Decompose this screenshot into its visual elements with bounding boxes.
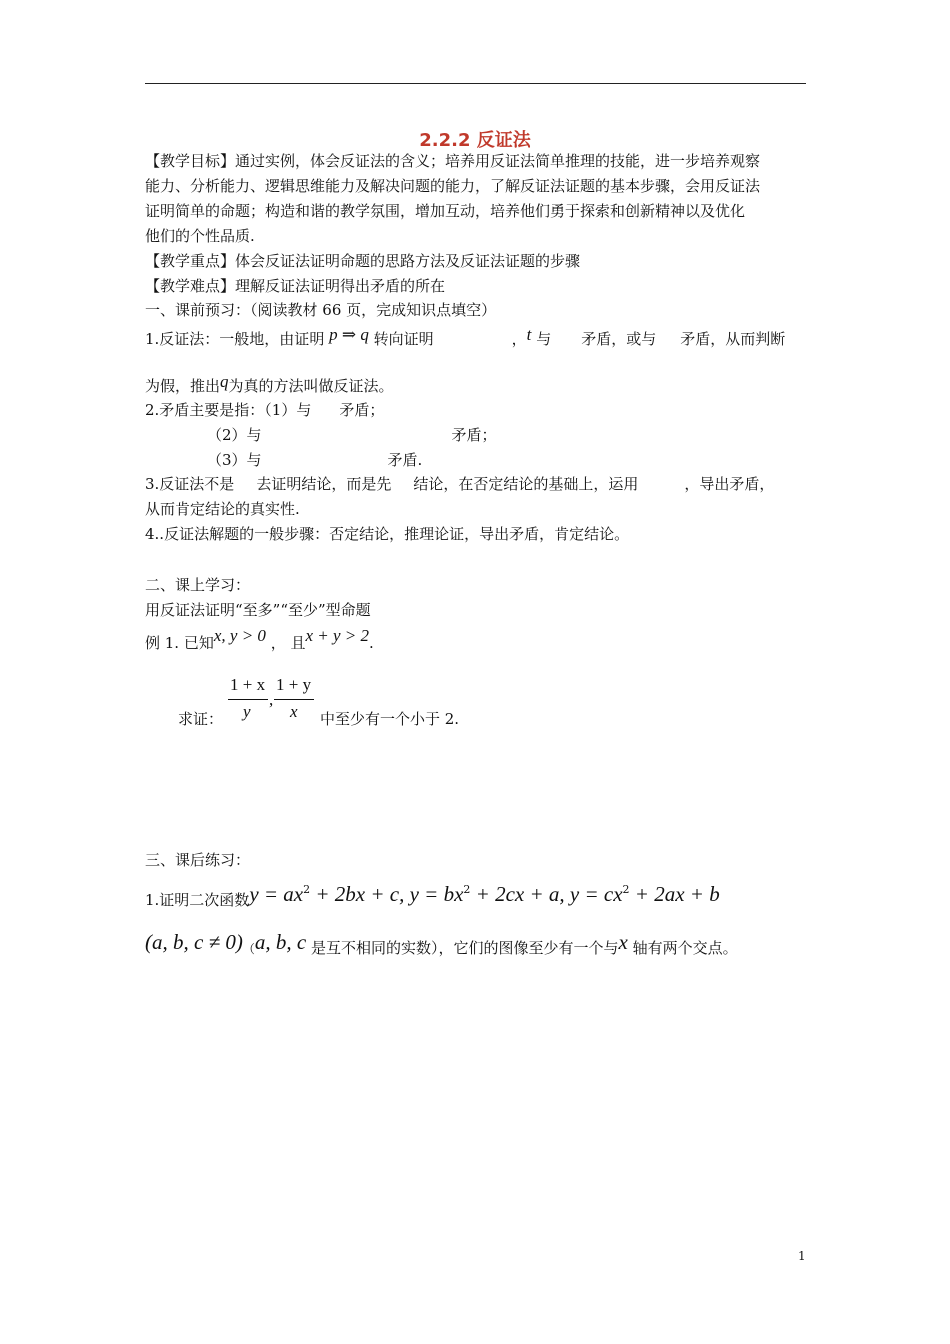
section1-item3-line1: 3.反证法不是 去证明结论，而是先 结论，在否定结论的基础上，运用 ，导出矛盾， (145, 475, 775, 493)
section2-heading: 二、课上学习： (145, 576, 251, 594)
section1-item4: 4..反证法解题的一般步骤：否定结论，推理论证，导出矛盾，肯定结论。 (145, 525, 630, 543)
formula-x-axis: x (618, 930, 628, 954)
difficulties (145, 276, 445, 296)
formula-t: t (526, 325, 532, 344)
objectives-line-4: 他们的个性品质. (145, 227, 255, 245)
objectives-line-1: 通过实例，体会反证法的含义；培养用反证法简单推理的技能，进一步培养观察 (235, 152, 761, 170)
page-number: 1 (798, 1249, 806, 1263)
section2-subheading: 用反证法证明“至多”“至少”型命题 (145, 601, 371, 619)
exercise1-line2: (a, b, c ≠ 0)（a, b, c 是互不相同的实数），它们的图像至少有一个与x 轴有两个交点。 (145, 930, 738, 957)
objectives-label: 【教学目标】 (145, 152, 236, 170)
section1-item2-line3: （3）与 矛盾. (207, 451, 423, 469)
section1-item1-line1: 1.反证法：一般地，由证明 p ⇒ q 转向证明 ，t 与 矛盾，或与 矛盾，从而判断 (145, 325, 786, 348)
section1-item2-line1: 2.矛盾主要是指：（1）与 矛盾； (145, 401, 385, 419)
section1-heading: 一、课前预习：（阅读教材 66 页，完成知识点填空） (145, 301, 497, 319)
section1-item3-line2: 从而肯定结论的真实性. (145, 500, 300, 518)
fraction-2: 1 + y x (274, 675, 316, 725)
objectives-line-3: 证明简单的命题；构造和谐的教学氛围，增加互动，培养他们勇于探索和创新精神以及优化 (145, 202, 746, 220)
header-rule (145, 83, 806, 84)
fraction-comma: , (269, 690, 274, 709)
exercise1-line1: 1.证明二次函数$y = ax^2 + 2bx + c$, $y = bx^2 + 2cx + a$, $y = cx^2 + 2ax + b$ (145, 882, 720, 909)
section1-item1-line2: 为假，推出q为真的方法叫做反证法。 (145, 372, 394, 395)
key-points (145, 251, 580, 271)
formula-quadratics: $y = ax^2 + 2bx + c$, $y = bx^2 + 2cx + a$, $y = cx^2 + 2ax + b$ (249, 882, 720, 906)
difficulties-text: 理解反证法证明得出矛盾的所在 (235, 277, 446, 295)
key-points-text: 体会反证法证明命题的思路方法及反证法证题的步骤 (235, 252, 581, 270)
section3-heading: 三、课后练习： (145, 851, 251, 869)
formula-q: q (220, 372, 229, 391)
formula-x-y-positive: x, y > 0 (213, 626, 266, 645)
objectives-line-2: 能力、分析能力、逻辑思维能力及解决问题的能力，了解反证法证题的基本步骤，会用反证法 (145, 177, 761, 195)
formula-abc: a, b, c (254, 930, 307, 954)
difficulties-label: 【教学难点】 (145, 277, 236, 295)
section1-item2-line2: （2）与 矛盾； (207, 426, 497, 444)
key-points-label: 【教学重点】 (145, 252, 236, 270)
page-title: 2.2.2 反证法 (419, 130, 531, 151)
formula-p-implies-q: p ⇒ q (329, 325, 369, 344)
example1-line: 例 1. 已知x, y > 0 ， 且x + y > 2. (145, 626, 374, 652)
formula-abc-nonzero: (a, b, c ≠ 0) (145, 930, 243, 954)
formula-x-plus-y: x + y > 2 (305, 626, 370, 645)
prove-label: 求证： (178, 710, 224, 728)
fraction-1: 1 + x y (228, 675, 270, 725)
example1-conclusion: 中至少有一个小于 2. (320, 710, 460, 728)
